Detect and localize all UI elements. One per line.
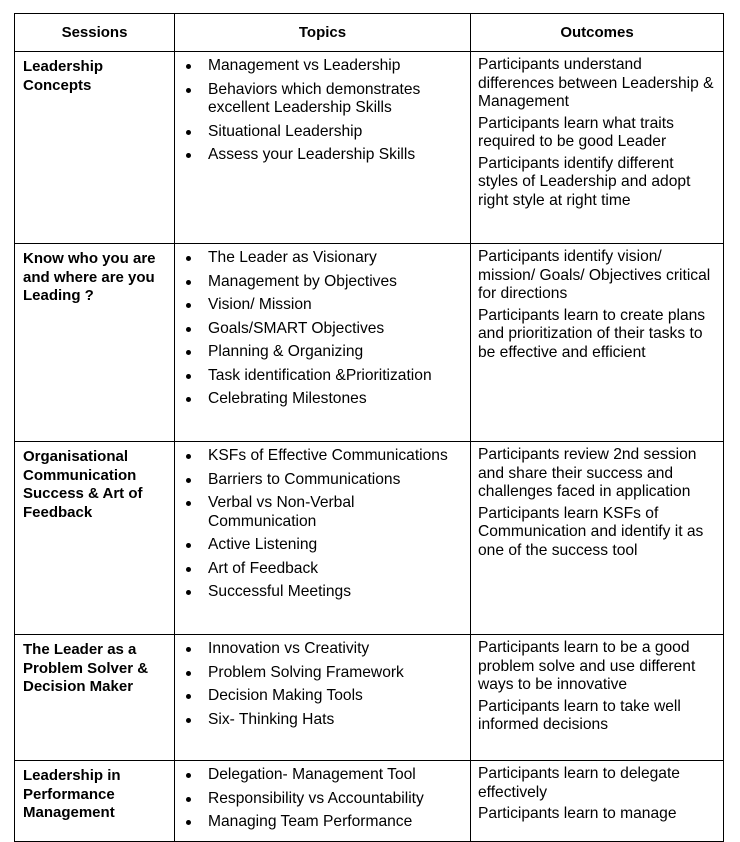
- topic-list: [183, 249, 462, 409]
- header-sessions: Sessions: [15, 14, 175, 52]
- outcome-text: Participants learn to manage: [478, 805, 677, 822]
- session-name: The Leader as a Problem Solver & Decision Maker: [15, 635, 175, 761]
- bullet-icon: [186, 797, 191, 802]
- bullet-icon: [186, 820, 191, 825]
- outcomes-cell: [471, 52, 724, 244]
- outcome-text: Participants learn to create plans and prioritization of their tasks to be effective and efficient: [478, 306, 706, 361]
- topic-text: KSFs of Effective Communications: [208, 447, 448, 464]
- topic-item: [183, 560, 462, 579]
- topic-item: [183, 343, 462, 362]
- topic-list: [183, 57, 462, 165]
- bullet-icon: [186, 350, 191, 355]
- topic-item: [183, 146, 462, 165]
- topic-text: Successful Meetings: [208, 583, 352, 600]
- topic-item: [183, 766, 462, 785]
- topic-list: [183, 766, 462, 832]
- session-name: Leadership Concepts: [15, 52, 175, 244]
- bullet-icon: [186, 501, 191, 506]
- topic-item: [183, 447, 462, 466]
- topic-text: Situational Leadership: [208, 122, 363, 140]
- outcomes-cell: [471, 244, 724, 442]
- topics-cell: [175, 52, 471, 244]
- bullet-icon: [186, 718, 191, 723]
- topic-item: [183, 123, 462, 142]
- topic-text: Decision Making Tools: [208, 687, 363, 704]
- topic-item: [183, 813, 462, 832]
- topic-text: Delegation- Management Tool: [208, 766, 416, 783]
- topic-list: [183, 640, 462, 729]
- topic-item: [183, 471, 462, 490]
- topic-text: Verbal vs Non-Verbal Communication: [208, 494, 355, 530]
- table-row: [15, 761, 724, 842]
- bullet-icon: [186, 567, 191, 572]
- sessions-table: [14, 13, 724, 842]
- topic-item: [183, 81, 462, 118]
- table-row: [15, 244, 724, 442]
- topic-item: [183, 711, 462, 730]
- outcomes-cell: [471, 442, 724, 635]
- bullet-icon: [186, 773, 191, 778]
- topic-text: Art of Feedback: [208, 559, 319, 577]
- table-row: [15, 635, 724, 761]
- bullet-icon: [186, 647, 191, 652]
- bullet-icon: [186, 153, 191, 158]
- outcome-text: Participants learn to take well informed decisions: [478, 697, 681, 733]
- topic-item: [183, 367, 462, 386]
- topic-text: Responsibility vs Accountability: [208, 789, 424, 807]
- topic-text: Barriers to Communications: [208, 470, 401, 488]
- session-name: Leadership in Performance Management: [15, 761, 175, 842]
- bullet-icon: [186, 280, 191, 285]
- outcomes-cell: [471, 635, 724, 761]
- bullet-icon: [186, 303, 191, 308]
- bullet-icon: [186, 64, 191, 69]
- topic-text: Celebrating Milestones: [208, 390, 367, 407]
- topics-cell: [175, 761, 471, 842]
- topic-text: The Leader as Visionary: [208, 249, 377, 266]
- topic-item: [183, 494, 462, 531]
- bullet-icon: [186, 256, 191, 261]
- outcome-text: Participants understand differences between Leadership & Management: [478, 56, 714, 110]
- bullet-icon: [186, 671, 191, 676]
- header-topics: Topics: [175, 14, 471, 52]
- bullet-icon: [186, 454, 191, 459]
- outcome-text: Participants learn what traits required to be good Leader: [478, 114, 674, 150]
- outcome-text: Participants learn KSFs of Communication and identify it as one of the success tool: [478, 504, 704, 559]
- bullet-icon: [186, 88, 191, 93]
- outcomes-cell: [471, 761, 724, 842]
- table-row: [15, 442, 724, 635]
- topic-text: Innovation vs Creativity: [208, 640, 370, 657]
- outcome-text: Participants identify different styles of Leadership and adopt right style at right time: [478, 154, 691, 209]
- topics-cell: [175, 635, 471, 761]
- topic-item: [183, 296, 462, 315]
- topic-text: Planning & Organizing: [208, 343, 364, 360]
- session-name: Organisational Communication Success & Art of Feedback: [15, 442, 175, 635]
- topic-item: [183, 790, 462, 809]
- topic-item: [183, 687, 462, 706]
- topic-item: [183, 320, 462, 339]
- bullet-icon: [186, 130, 191, 135]
- outcome-text: Participants learn to delegate effectively: [478, 765, 680, 801]
- outcome-text: Participants learn to be a good problem solve and use different ways to be innovative: [478, 639, 696, 693]
- table-row: [15, 52, 724, 244]
- topic-item: [183, 390, 462, 409]
- topic-text: Task identification &Prioritization: [208, 366, 432, 384]
- topic-item: [183, 273, 462, 292]
- bullet-icon: [186, 694, 191, 699]
- bullet-icon: [186, 327, 191, 332]
- topics-cell: [175, 442, 471, 635]
- outcome-text: Participants identify vision/ mission/ Goals/ Objectives critical for directions: [478, 248, 711, 302]
- topic-item: [183, 536, 462, 555]
- topic-item: [183, 664, 462, 683]
- topic-item: [183, 640, 462, 659]
- header-outcomes: Outcomes: [471, 14, 724, 52]
- topic-text: Active Listening: [208, 536, 318, 553]
- bullet-icon: [186, 478, 191, 483]
- topic-text: Problem Solving Framework: [208, 663, 404, 681]
- bullet-icon: [186, 590, 191, 595]
- topic-text: Behaviors which demonstrates excellent Leadership Skills: [208, 80, 421, 116]
- topic-text: Six- Thinking Hats: [208, 710, 335, 728]
- topic-text: Management by Objectives: [208, 272, 397, 290]
- bullet-icon: [186, 543, 191, 548]
- topic-text: Managing Team Performance: [208, 813, 413, 830]
- header-row: [15, 14, 724, 52]
- topic-item: [183, 249, 462, 268]
- topic-text: Goals/SMART Objectives: [208, 319, 385, 337]
- outcome-text: Participants review 2nd session and share their success and challenges faced in application: [478, 446, 697, 500]
- topic-text: Assess your Leadership Skills: [208, 146, 416, 163]
- topic-item: [183, 57, 462, 76]
- bullet-icon: [186, 374, 191, 379]
- topic-item: [183, 583, 462, 602]
- session-name: Know who you are and where are you Leading ?: [15, 244, 175, 442]
- topics-cell: [175, 244, 471, 442]
- topic-text: Management vs Leadership: [208, 57, 401, 74]
- bullet-icon: [186, 397, 191, 402]
- topic-text: Vision/ Mission: [208, 296, 312, 313]
- topic-list: [183, 447, 462, 602]
